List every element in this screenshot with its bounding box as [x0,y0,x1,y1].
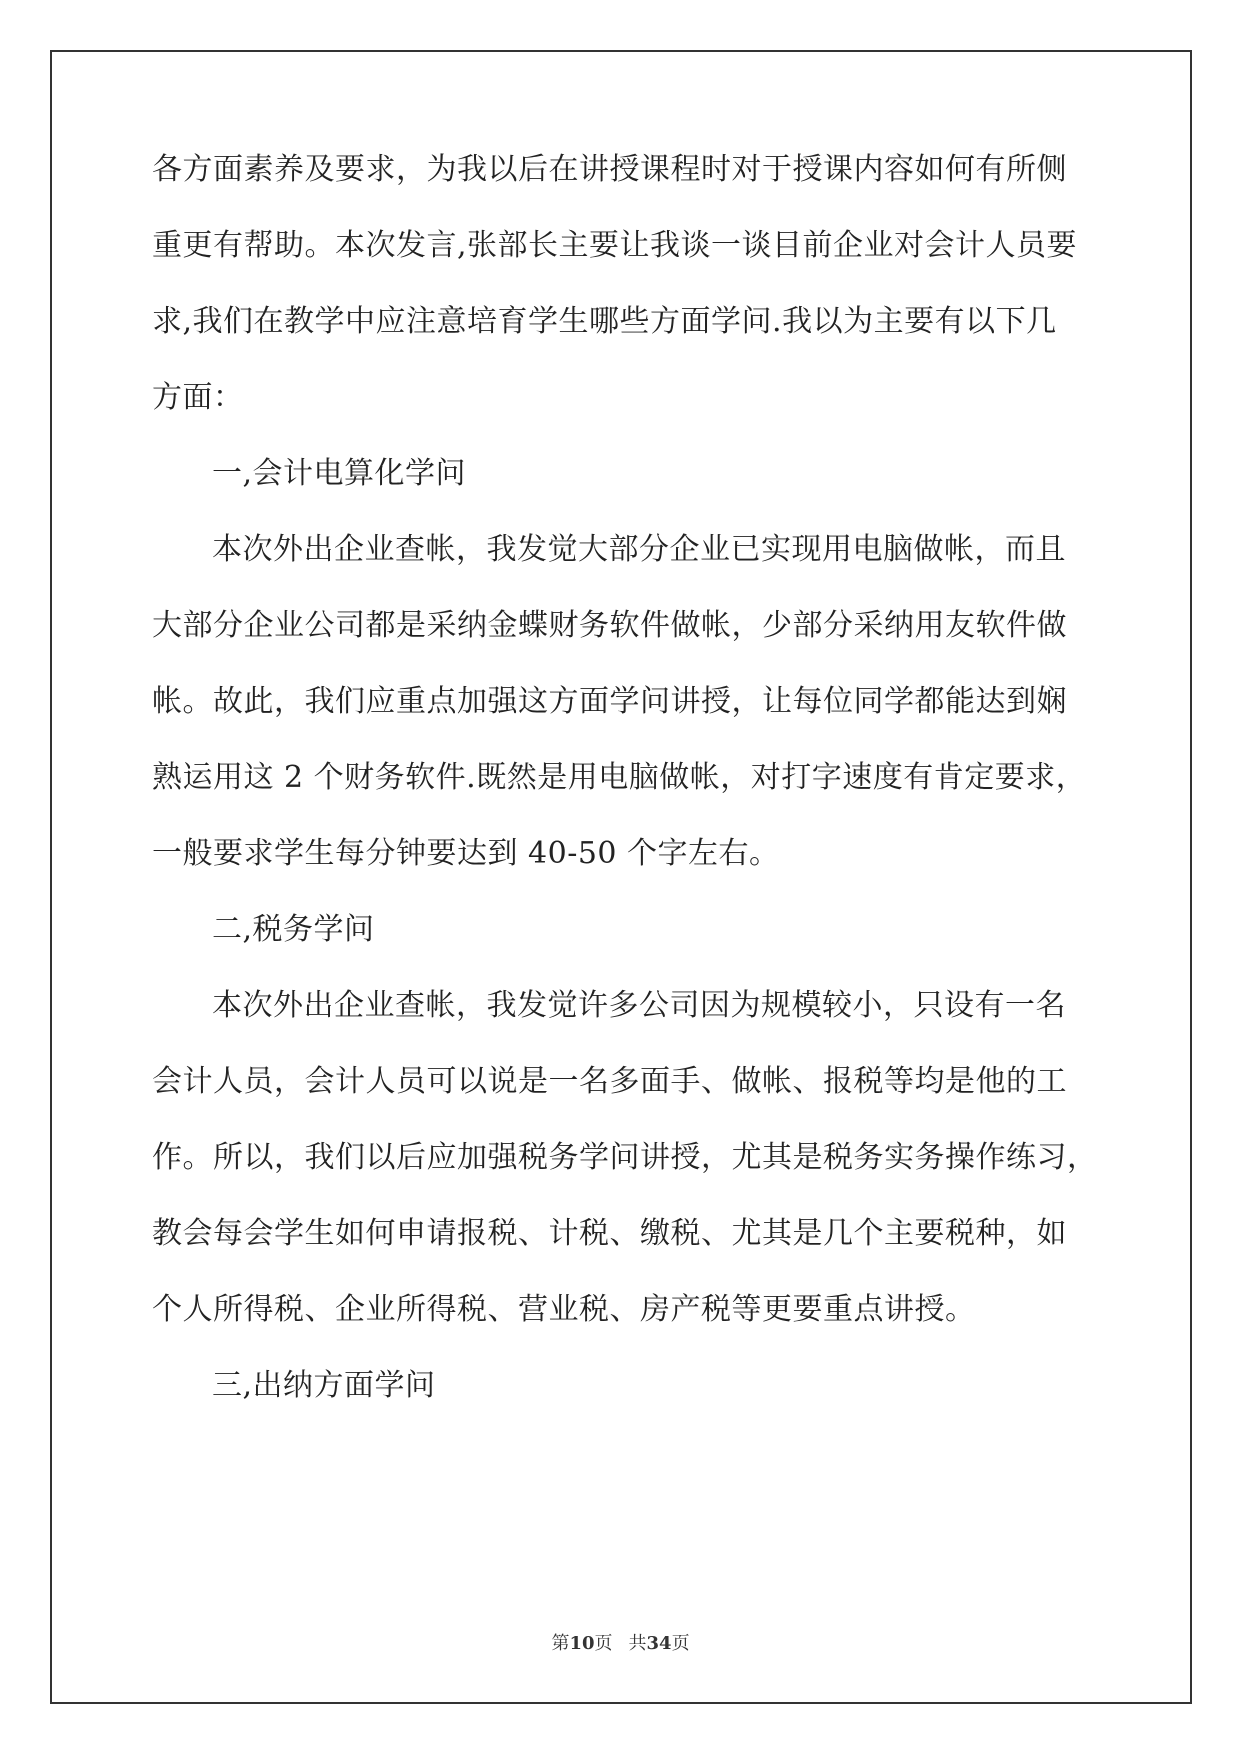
body-text-line: 重更有帮助。本次发言,张部长主要让我谈一谈目前企业对会计人员要 [152,228,1078,263]
body-text-line: 个人所得税、企业所得税、营业税、房产税等更要重点讲授。 [152,1292,976,1327]
body-text-line: 本次外出企业查帐，我发觉大部分企业已实现用电脑做帐，而且 [212,532,1066,567]
body-text-line: 本次外出企业查帐，我发觉许多公司因为规模较小，只设有一名 [212,988,1066,1023]
body-text-line: 各方面素养及要求，为我以后在讲授课程时对于授课内容如何有所侧 [152,152,1067,187]
section-heading: 二,税务学问 [212,912,375,947]
page-border [50,50,1192,1704]
body-text-line: 熟运用这 2 个财务软件.既然是用电脑做帐，对打字速度有肯定要求， [152,760,1087,795]
page-footer [0,1632,1241,1656]
section-heading: 一,会计电算化学问 [212,456,467,491]
body-text-line: 会计人员，会计人员可以说是一名多面手、做帐、报税等均是他的工 [152,1064,1067,1099]
section-heading: 三,出纳方面学问 [212,1368,436,1403]
body-text-line: 帐。故此，我们应重点加强这方面学问讲授，让每位同学都能达到娴 [152,684,1067,719]
footer-prefix: 第 [551,1633,570,1654]
body-text-line: 大部分企业公司都是采纳金蝶财务软件做帐，少部分采纳用友软件做 [152,608,1067,643]
body-text-line: 教会每会学生如何申请报税、计税、缴税、尤其是几个主要税种，如 [152,1216,1067,1251]
current-page-number: 10 [569,1633,595,1654]
footer-page-suffix: 页 [594,1633,613,1654]
body-text-line: 求,我们在教学中应注意培育学生哪些方面学问.我以为主要有以下几 [152,304,1057,339]
footer-total-suffix: 页 [671,1633,690,1654]
total-page-count: 34 [646,1633,672,1654]
body-text-line: 一般要求学生每分钟要达到 40-50 个字左右。 [152,836,780,871]
body-text-line: 作。所以，我们以后应加强税务学问讲授，尤其是税务实务操作练习， [152,1140,1098,1175]
body-text-line: 方面： [152,380,244,415]
footer-total-prefix: 共 [628,1633,647,1654]
